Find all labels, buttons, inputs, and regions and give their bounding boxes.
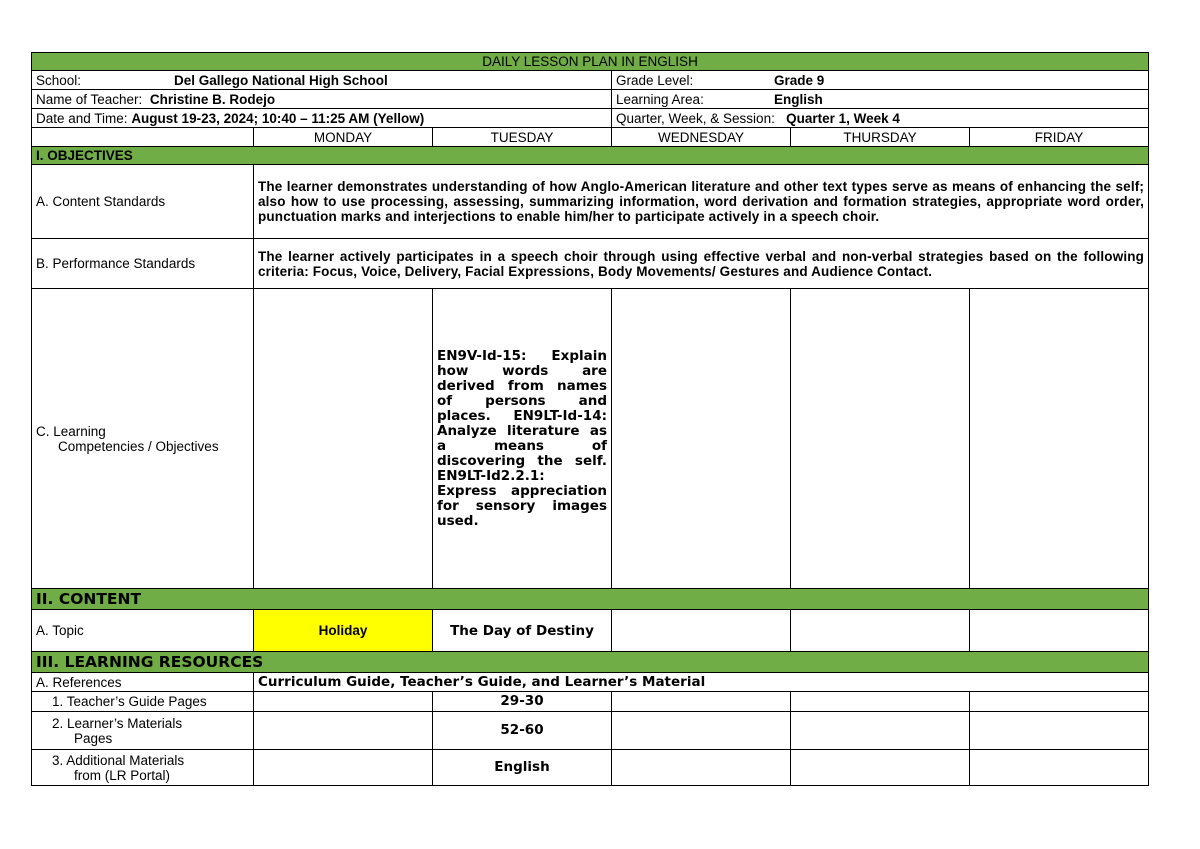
quarter-label: Quarter, Week, & Session: bbox=[616, 110, 775, 126]
content-heading: II. CONTENT bbox=[32, 589, 1149, 610]
additional-materials-monday bbox=[254, 750, 433, 786]
references-value: Curriculum Guide, Teacher’s Guide, and Learner’s Material bbox=[254, 673, 1149, 692]
learners-materials-wednesday bbox=[612, 712, 791, 750]
topic-monday: Holiday bbox=[254, 610, 433, 652]
learners-materials-tuesday: 52-60 bbox=[433, 712, 612, 750]
school-row bbox=[32, 71, 612, 90]
topic-tuesday: The Day of Destiny bbox=[433, 610, 612, 652]
content-standards-text: The learner demonstrates understanding of how Anglo-American literature and other text types serve as means of enhancing the self; also how to use processing, assessing, summarizing information, word derivation and formation strategies, appropriate word order, punctuation marks and interjections to enable him/her to participate actively in a speech choir. bbox=[254, 165, 1149, 239]
datetime-row bbox=[32, 109, 612, 128]
learners-materials-thursday bbox=[791, 712, 970, 750]
learners-materials-label-line1: 2. Learner’s Materials bbox=[52, 715, 183, 731]
day-header-thursday: THURSDAY bbox=[791, 128, 970, 147]
teachers-guide-thursday bbox=[791, 692, 970, 712]
learners-materials-monday bbox=[254, 712, 433, 750]
topic-wednesday bbox=[612, 610, 791, 652]
resources-heading: III. LEARNING RESOURCES bbox=[32, 652, 1149, 673]
additional-materials-tuesday: English bbox=[433, 750, 612, 786]
additional-materials-friday bbox=[970, 750, 1149, 786]
day-header-friday: FRIDAY bbox=[970, 128, 1149, 147]
competencies-label bbox=[32, 289, 254, 589]
performance-standards-text: The learner actively participates in a speech choir through using effective verbal and non-verbal strategies based on the following criteria: Focus, Voice, Delivery, Facial Expressions, Body Movements/ Gestures and Audience Contact. bbox=[254, 239, 1149, 289]
additional-materials-label-line1: 3. Additional Materials bbox=[52, 752, 185, 768]
topic-friday bbox=[970, 610, 1149, 652]
datetime-label: Date and Time: bbox=[36, 110, 128, 126]
performance-standards-label: B. Performance Standards bbox=[32, 239, 254, 289]
area-row bbox=[612, 90, 1149, 109]
additional-materials-wednesday bbox=[612, 750, 791, 786]
competencies-thursday bbox=[791, 289, 970, 589]
additional-materials-label bbox=[32, 750, 254, 786]
topic-label: A. Topic bbox=[32, 610, 254, 652]
teacher-value: Christine B. Rodejo bbox=[149, 91, 276, 107]
grade-value: Grade 9 bbox=[774, 72, 825, 88]
school-value: Del Gallego National High School bbox=[174, 72, 388, 88]
content-standards-label: A. Content Standards bbox=[32, 165, 254, 239]
day-header-tuesday: TUESDAY bbox=[433, 128, 612, 147]
grade-row bbox=[612, 71, 1149, 90]
day-header-blank bbox=[32, 128, 254, 147]
topic-thursday bbox=[791, 610, 970, 652]
page-title: DAILY LESSON PLAN IN ENGLISH bbox=[32, 53, 1149, 71]
competencies-wednesday bbox=[612, 289, 791, 589]
lesson-plan-table bbox=[31, 52, 1149, 786]
teachers-guide-label: 1. Teacher’s Guide Pages bbox=[32, 692, 254, 712]
area-value: English bbox=[774, 91, 823, 107]
teacher-label: Name of Teacher: bbox=[36, 91, 143, 107]
grade-label: Grade Level: bbox=[616, 72, 694, 88]
teachers-guide-friday bbox=[970, 692, 1149, 712]
competencies-friday bbox=[970, 289, 1149, 589]
competencies-tuesday: EN9V-Id-15: Explain how words are derived from names of persons and places. EN9LT-Id-14: Analyze literature as a means of discovering the self. EN9LT-Id2.2.1: Express appreciation for sensory images used. bbox=[433, 289, 612, 589]
additional-materials-thursday bbox=[791, 750, 970, 786]
quarter-value: Quarter 1, Week 4 bbox=[786, 110, 900, 126]
quarter-row bbox=[612, 109, 1149, 128]
learners-materials-friday bbox=[970, 712, 1149, 750]
day-header-wednesday: WEDNESDAY bbox=[612, 128, 791, 147]
objectives-heading: I. OBJECTIVES bbox=[32, 147, 1149, 165]
competencies-label-line2: Competencies / Objectives bbox=[58, 438, 219, 454]
learners-materials-label-line2: Pages bbox=[74, 730, 113, 746]
references-label: A. References bbox=[32, 673, 254, 692]
datetime-value: August 19-23, 2024; 10:40 – 11:25 AM (Yellow) bbox=[131, 110, 425, 126]
learners-materials-label bbox=[32, 712, 254, 750]
school-label: School: bbox=[36, 72, 82, 88]
teachers-guide-monday bbox=[254, 692, 433, 712]
competencies-label-line1: C. Learning bbox=[36, 423, 106, 439]
area-label: Learning Area: bbox=[616, 91, 704, 107]
teacher-row bbox=[32, 90, 612, 109]
teachers-guide-tuesday: 29-30 bbox=[433, 692, 612, 712]
teachers-guide-wednesday bbox=[612, 692, 791, 712]
day-header-monday: MONDAY bbox=[254, 128, 433, 147]
competencies-monday bbox=[254, 289, 433, 589]
additional-materials-label-line2: from (LR Portal) bbox=[74, 767, 171, 783]
